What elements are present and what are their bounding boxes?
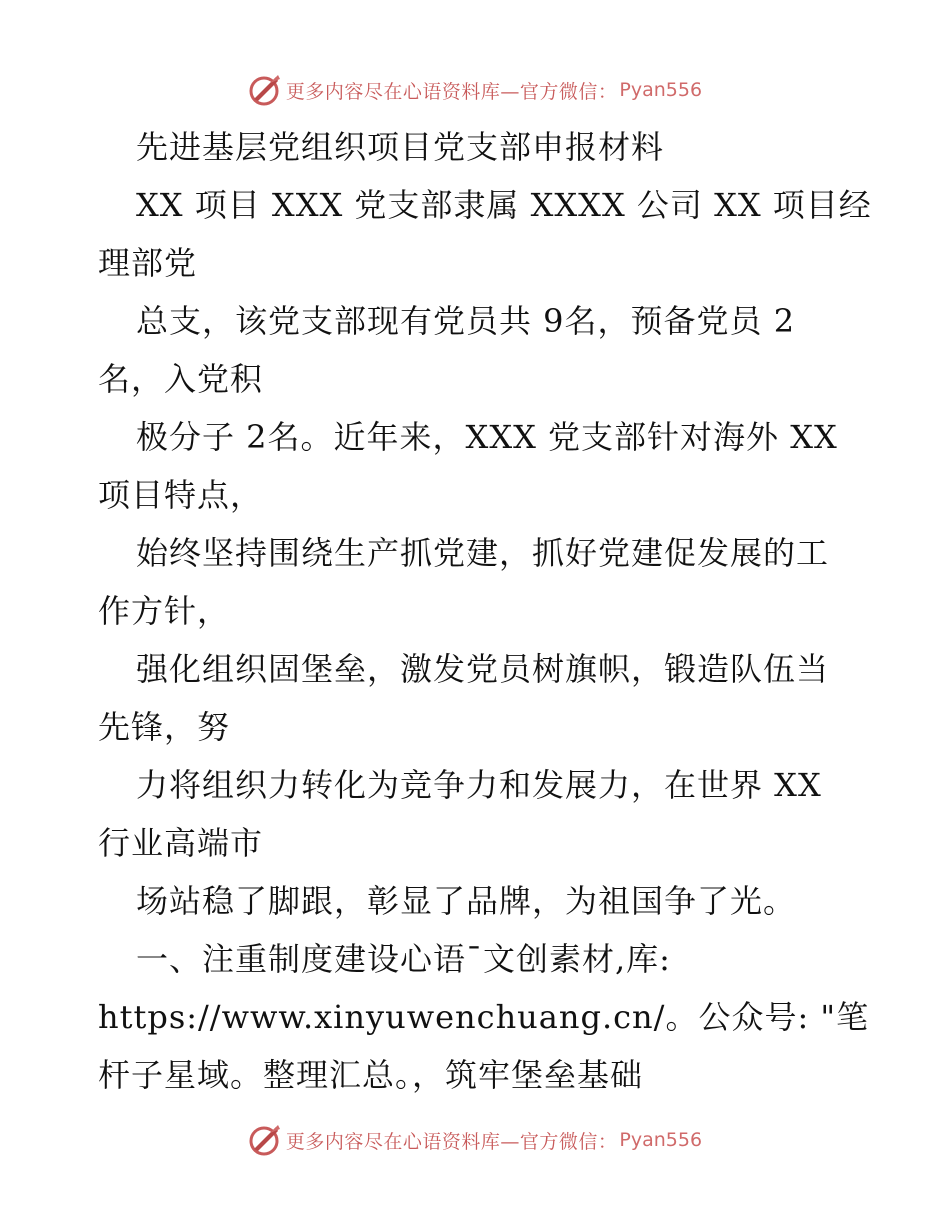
document-line: 力将组织力转化为竞争力和发展力，在世界 XX <box>136 766 822 804</box>
footer-banner <box>0 1120 950 1160</box>
document-line: 场站稳了脚跟，彰显了品牌，为祖国争了光。 <box>136 882 797 920</box>
document-line: XX 项目 XXX 党支部隶属 XXXX 公司 XX 项目经 <box>136 186 872 224</box>
header-banner-id: Pyan556 <box>619 79 703 101</box>
document-line: 作方针， <box>98 592 231 630</box>
document-line: 一、注重制度建设心语¯文创素材,库: <box>136 940 671 978</box>
header-banner-text: 更多内容尽在心语资料库—官方微信： <box>285 80 618 103</box>
header-banner <box>0 70 950 110</box>
document-line: 极分子 2名。近年来，XXX 党支部针对海外 XX <box>136 418 838 456</box>
document-line: 项目特点， <box>98 476 264 514</box>
footer-banner-id: Pyan556 <box>619 1129 703 1151</box>
document-line: 行业高端市 <box>98 824 264 862</box>
document-line: https://www.xinyuwenchuang.cn/。公众号: "笔 <box>98 998 870 1036</box>
footer-banner-text: 更多内容尽在心语资料库—官方微信： <box>285 1130 618 1153</box>
quill-logo-icon <box>248 1123 282 1157</box>
document-line: 先锋，努 <box>98 708 231 746</box>
document-line: 始终坚持围绕生产抓党建，抓好党建促发展的工 <box>136 534 830 572</box>
document-body <box>98 118 872 1104</box>
document-line: 杆子星域。整理汇总。，筑牢堡垒基础 <box>98 1056 644 1094</box>
document-line: 理部党 <box>98 244 198 282</box>
document-line: 强化组织固堡垒，激发党员树旗帜，锻造队伍当 <box>136 650 830 688</box>
document-line: 名，入党积 <box>98 360 264 398</box>
document-line: 总支，该党支部现有党员共 9名，预备党员 2 <box>136 302 796 340</box>
document-line: 先进基层党组织项目党支部申报材料 <box>136 128 665 166</box>
quill-logo-icon <box>248 73 282 107</box>
